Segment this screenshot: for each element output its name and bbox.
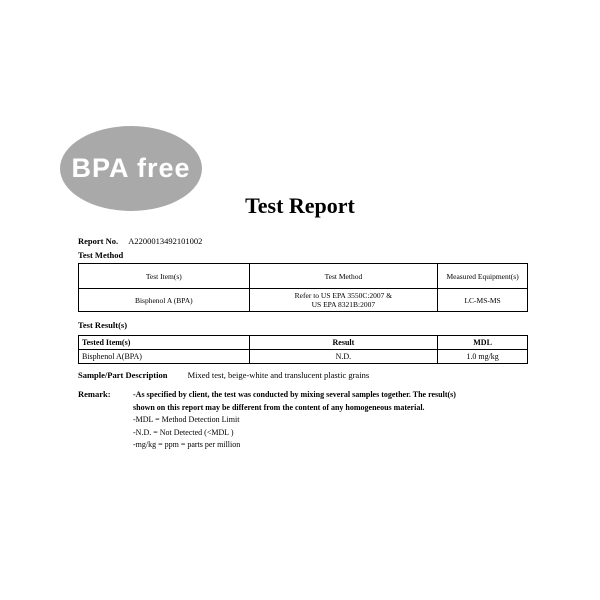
sample-description-label: Sample/Part Description (78, 370, 168, 380)
table-header-row (79, 336, 528, 350)
remark-note: -N.D. = Not Detected (<MDL ) (133, 427, 234, 437)
remark-note: -MDL = Method Detection Limit (133, 415, 240, 424)
remark-block (133, 389, 473, 452)
remark-label: Remark: (78, 389, 111, 399)
sample-description-value: Mixed test, beige-white and translucent plastic grains (187, 370, 370, 380)
table-cell-result: N.D. (249, 350, 438, 364)
table-cell-item: Bisphenol A (BPA) (79, 289, 250, 312)
test-results-table (78, 335, 528, 364)
table-header-row (79, 264, 528, 289)
test-method-heading: Test Method (78, 250, 124, 260)
table-row (79, 350, 528, 364)
column-header: Tested Item(s) (79, 336, 250, 350)
column-header: Result (249, 336, 438, 350)
table-cell-equipment: LC-MS-MS (438, 289, 528, 312)
remark-note: -mg/kg = ppm = parts per million (133, 440, 241, 449)
column-header: Measured Equipment(s) (438, 264, 528, 289)
table-row (79, 289, 528, 312)
test-results-heading: Test Result(s) (78, 320, 128, 330)
remark-main-text: -As specified by client, the test was conducted by mixing several samples together. The result(s) shown on this report may be different from the content of any homogeneous material. (133, 390, 456, 412)
table-cell-item: Bisphenol A(BPA) (79, 350, 250, 364)
sample-description-row (78, 370, 369, 380)
report-number-label: Report No. (78, 236, 119, 246)
method-line: US EPA 8321B:2007 (311, 300, 376, 309)
badge-text: BPA free (71, 153, 191, 183)
table-cell-mdl: 1.0 mg/kg (438, 350, 528, 364)
column-header: MDL (438, 336, 528, 350)
page-title: Test Report (245, 193, 355, 218)
column-header: Test Method (249, 264, 438, 289)
report-number-value: A2200013492101002 (128, 236, 203, 246)
table-cell-method (249, 289, 438, 312)
column-header: Test Item(s) (79, 264, 250, 289)
method-line: Refer to US EPA 3550C:2007 & (294, 291, 393, 300)
report-number-row (78, 236, 202, 246)
test-method-table (78, 263, 528, 312)
